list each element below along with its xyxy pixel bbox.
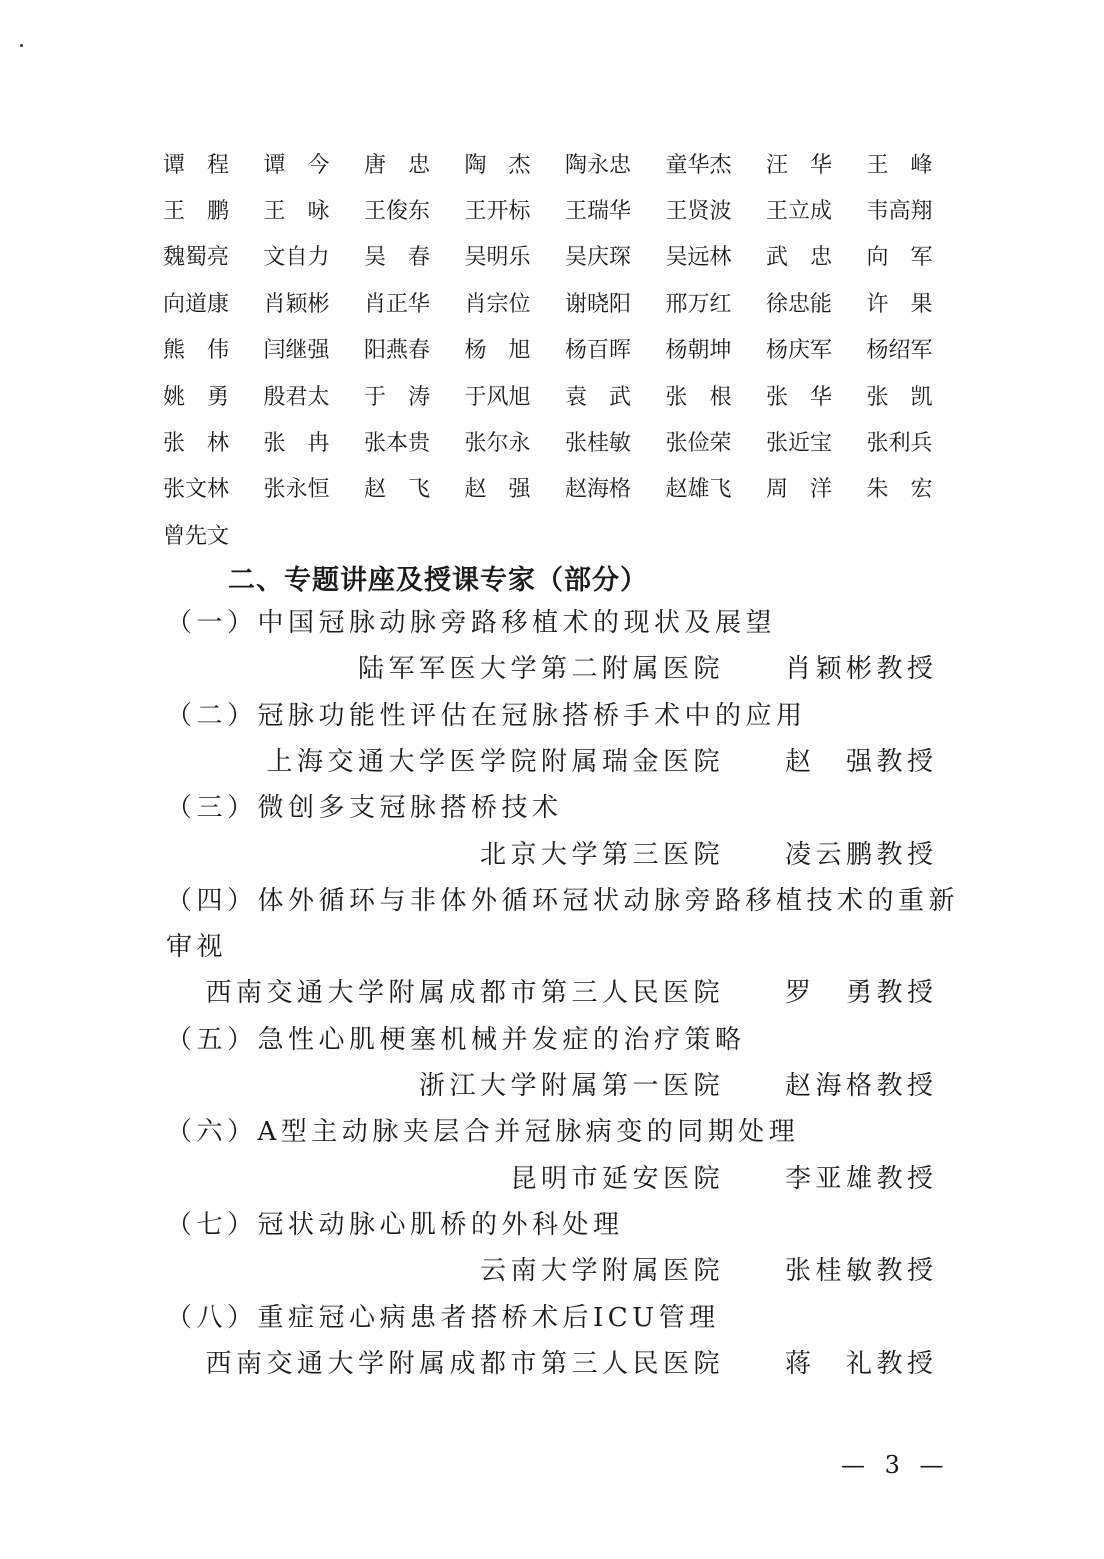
name-cell: 向 军: [866, 245, 933, 271]
name-cell: 殷君太: [263, 384, 330, 410]
name-cell: 闫继强: [263, 338, 330, 364]
name-cell: 吴远林: [665, 245, 732, 271]
speaker-institution: 西南交通大学附属成都市第三人民医院: [205, 1348, 724, 1379]
page-number: — 3 —: [841, 1451, 950, 1479]
name-cell: 周 洋: [766, 477, 833, 503]
speaker-institution: 云南大学附属医院: [479, 1256, 724, 1287]
lecture-title: （一）中国冠脉动脉旁路移植术的现状及展望: [166, 608, 777, 638]
name-cell: 文自力: [263, 245, 330, 271]
name-cell: 谢晓阳: [565, 291, 632, 317]
name-cell: 姚 勇: [163, 384, 230, 410]
speaker-name: 张桂敏教授: [785, 1256, 938, 1287]
lecture-title-line: [0, 880, 1104, 926]
speaker-name: 赵海格教授: [785, 1071, 938, 1101]
name-row: [163, 511, 953, 557]
name-cell: 谭 今: [263, 152, 330, 178]
lecture-speaker-line: [0, 741, 1104, 787]
name-cell: 向道康: [163, 291, 230, 317]
name-cell: 朱 宏: [866, 477, 933, 503]
name-cell: 徐忠能: [766, 291, 833, 317]
name-cell: 吴庆琛: [565, 245, 632, 271]
name-cell: 张 华: [766, 384, 833, 410]
scan-speck: [20, 44, 23, 47]
name-cell: 王瑞华: [565, 199, 632, 225]
name-cell: 赵 强: [464, 477, 531, 503]
lecture-title-continuation: 审视: [166, 932, 228, 963]
name-row: [163, 186, 953, 232]
name-row: [163, 233, 953, 279]
lecture-title-line: [0, 787, 1104, 833]
lecture-title-line: [0, 695, 1104, 741]
name-cell: 赵雄飞: [665, 477, 732, 503]
name-cell: 张利兵: [866, 431, 933, 457]
speaker-name: 凌云鹏教授: [785, 839, 938, 870]
name-row: [163, 326, 953, 372]
name-cell: 张 根: [665, 384, 732, 410]
speaker-name: 肖颖彬教授: [785, 654, 938, 685]
lecture-speaker-line: [0, 1250, 1104, 1296]
name-cell: 肖颖彬: [263, 291, 330, 317]
name-row: [163, 465, 953, 511]
name-cell: 张文林: [163, 477, 230, 503]
name-cell: 张尔永: [464, 431, 531, 457]
lecture-title: （七）冠状动脉心肌桥的外科处理: [166, 1209, 624, 1240]
speaker-name: 蒋 礼教授: [785, 1348, 938, 1379]
lecture-speaker-line: [0, 972, 1104, 1018]
name-cell: 赵 飞: [364, 477, 431, 503]
lecture-speaker-line: [0, 648, 1104, 694]
speaker-institution: 北京大学第三医院: [479, 839, 724, 870]
lecture-title-line: [0, 1111, 1104, 1157]
speaker-name: 李亚雄教授: [785, 1163, 938, 1194]
speaker-name: 罗 勇教授: [785, 978, 938, 1009]
name-cell: 袁 武: [565, 384, 632, 410]
name-cell: 于 涛: [364, 384, 431, 410]
name-cell: 王开标: [464, 199, 531, 225]
lecture-title: （五）急性心肌梗塞机械并发症的治疗策略: [166, 1024, 746, 1055]
name-cell: 魏蜀亮: [163, 245, 230, 271]
lecture-title-line: [0, 1204, 1104, 1250]
name-cell: 许 果: [866, 291, 933, 317]
name-cell: 肖宗位: [464, 291, 531, 317]
name-cell: 唐 忠: [364, 152, 431, 178]
name-row: [163, 279, 953, 325]
name-cell: 吴明乐: [464, 245, 531, 271]
name-cell: 肖正华: [364, 291, 431, 317]
name-cell: 杨朝坤: [665, 338, 732, 364]
section-heading: 二、专题讲座及授课专家（部分）: [228, 565, 648, 596]
name-grid: [163, 140, 953, 558]
lecture-title: （八）重症冠心病患者搭桥术后ICU管理: [166, 1302, 720, 1333]
name-cell: 陶永忠: [565, 152, 632, 178]
name-cell: 陶 杰: [464, 152, 531, 178]
name-cell: 王 鹏: [163, 199, 230, 225]
name-cell: 张 林: [163, 431, 230, 457]
name-cell: 韦高翔: [866, 199, 933, 225]
speaker-institution: 西南交通大学附属成都市第三人民医院: [205, 978, 724, 1009]
name-cell: 王 咏: [263, 199, 330, 225]
lecture-speaker-line: [0, 1343, 1104, 1389]
name-cell: 于风旭: [464, 384, 531, 410]
name-cell: 赵海格: [565, 477, 632, 503]
speaker-name: 赵 强教授: [785, 746, 938, 777]
name-cell: 邢万红: [665, 291, 732, 317]
name-cell: 王 峰: [866, 152, 933, 178]
lecture-speaker-line: [0, 834, 1104, 880]
name-cell: 王立成: [766, 199, 833, 225]
speaker-institution: 陆军军医大学第二附属医院: [357, 654, 724, 685]
name-cell: 张本贵: [364, 431, 431, 457]
lecture-title-line: [0, 602, 1104, 648]
speaker-institution: 昆明市延安医院: [510, 1163, 724, 1194]
speaker-institution: 上海交通大学医学院附属瑞金医院: [266, 746, 724, 777]
name-cell: 张近宝: [766, 431, 833, 457]
name-row: [163, 372, 953, 418]
name-cell: 熊 伟: [163, 338, 230, 364]
name-cell: 张 冉: [263, 431, 330, 457]
lecture-title: （二）冠脉功能性评估在冠脉搭桥手术中的应用: [166, 700, 807, 731]
name-cell: 杨绍军: [866, 338, 933, 364]
lecture-title-line: [0, 1019, 1104, 1065]
lecture-title-line: [0, 1297, 1104, 1343]
name-cell: 张桂敏: [565, 431, 632, 457]
lecture-title: （六）A型主动脉夹层合并冠脉病变的同期处理: [166, 1117, 800, 1148]
lecture-speaker-line: [0, 1065, 1104, 1111]
name-row: [163, 140, 953, 186]
name-cell: 阳燕春: [364, 338, 431, 364]
name-cell: 杨 旭: [464, 338, 531, 364]
name-cell: 武 忠: [766, 245, 833, 271]
name-cell: 汪 华: [766, 152, 833, 178]
lecture-title: （四）体外循环与非体外循环冠状动脉旁路移植技术的重新: [166, 885, 960, 916]
name-cell: 张俭荣: [665, 431, 732, 457]
name-cell: 王贤波: [665, 199, 732, 225]
name-cell: 杨庆军: [766, 338, 833, 364]
name-cell: 谭 程: [163, 152, 230, 178]
name-cell: 杨百晖: [565, 338, 632, 364]
lecture-title-continuation-line: [0, 926, 1104, 972]
name-cell: 曾先文: [163, 523, 230, 549]
speaker-institution: 浙江大学附属第一医院: [418, 1071, 724, 1101]
name-cell: 张永恒: [263, 477, 330, 503]
name-cell: 王俊东: [364, 199, 431, 225]
name-cell: 张 凯: [866, 384, 933, 410]
lecture-title: （三）微创多支冠脉搭桥技术: [166, 793, 563, 824]
name-cell: 童华杰: [665, 152, 732, 178]
name-cell: 吴 春: [364, 245, 431, 271]
name-row: [163, 418, 953, 464]
lecture-speaker-line: [0, 1158, 1104, 1204]
